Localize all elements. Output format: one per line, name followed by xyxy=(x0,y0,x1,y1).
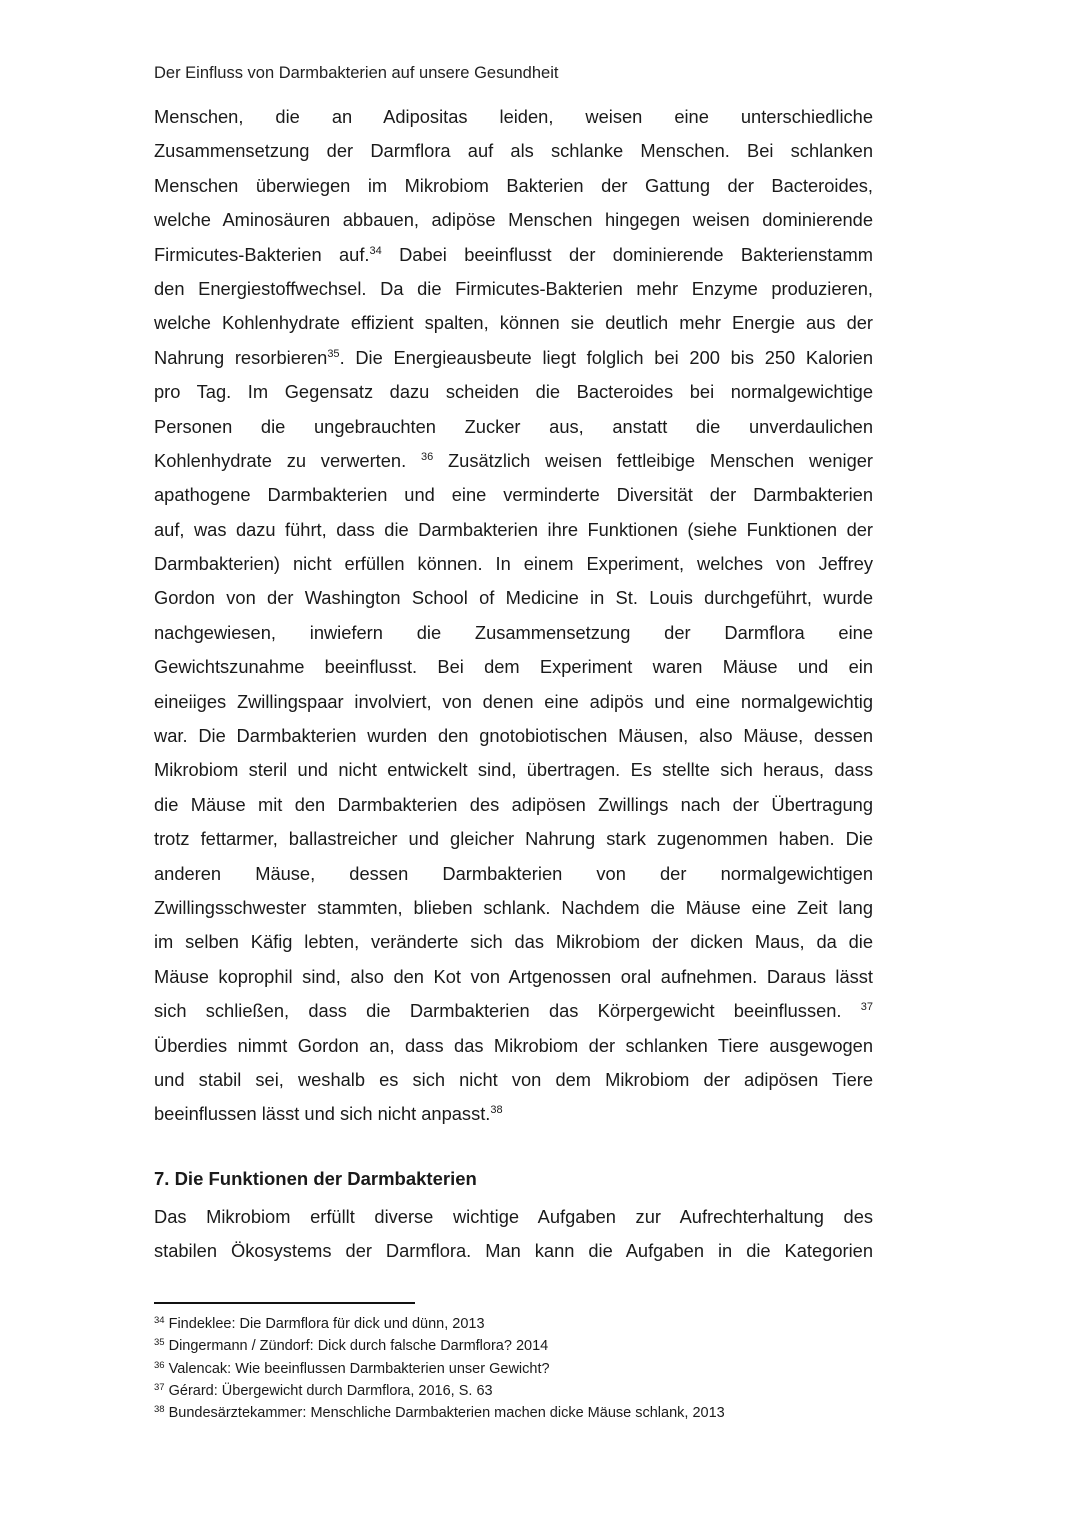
footnote-ref[interactable]: 35 xyxy=(327,347,340,360)
text-span: Dabei beeinflusst der dominierende Bakterienstamm xyxy=(381,243,873,265)
text-span: trotz fettarmer, ballastreicher und gleicher Nahrung stark zugenommen haben. Die xyxy=(154,828,873,850)
text-span: . Die Energieausbeute liegt folglich bei 200 bis 250 Kalorien xyxy=(339,346,873,368)
footnote xyxy=(154,1380,725,1402)
text-span: die Mäuse mit den Darmbakterien des adipösen Zwillings nach der Übertragung xyxy=(154,793,873,815)
footnote xyxy=(154,1402,725,1424)
footnote-number: 37 xyxy=(154,1381,165,1393)
text-span: Mäuse koprophil sind, also den Kot von Artgenossen oral aufnehmen. Daraus lässt xyxy=(154,965,873,987)
text-span: Personen die ungebrauchten Zucker aus, anstatt die unverdaulichen xyxy=(154,415,873,437)
text-span: anderen Mäuse, dessen Darmbakterien von der normalgewichtigen xyxy=(154,862,873,884)
text-line xyxy=(154,306,873,340)
footnote-number: 38 xyxy=(154,1404,165,1416)
text-line xyxy=(154,822,873,856)
text-line xyxy=(154,478,873,512)
text-line xyxy=(154,891,873,925)
text-span: beeinflussen lässt und sich nicht anpasst. xyxy=(154,1103,491,1125)
footnote-text: Bundesärztekammer: Menschliche Darmbakterien machen dicke Mäuse schlank, 2013 xyxy=(164,1405,725,1422)
text-span: auf, was dazu führt, dass die Darmbakterien ihre Funktionen (siehe Funktionen der xyxy=(154,518,873,540)
footnote-text: Valencak: Wie beeinflussen Darmbakterien unser Gewicht? xyxy=(164,1360,550,1377)
text-line xyxy=(154,238,873,272)
footnotes xyxy=(154,1313,725,1424)
text-span: Mikrobiom steril und nicht entwickelt sind, übertragen. Es stellte sich heraus, dass xyxy=(154,759,873,781)
text-span: welche Aminosäuren abbauen, adipöse Menschen hingegen weisen dominierende xyxy=(154,209,873,231)
text-span: eineiiges Zwillingspaar involviert, von denen eine adipös und eine normalgewichtig xyxy=(154,690,873,712)
text-span: Zwillingsschwester stammten, blieben schlank. Nachdem die Mäuse eine Zeit lang xyxy=(154,896,873,918)
text-span: Kohlenhydrate zu verwerten. xyxy=(154,449,421,471)
text-line xyxy=(154,1200,873,1234)
text-line xyxy=(154,513,873,547)
footnote xyxy=(154,1358,725,1380)
footnote xyxy=(154,1335,725,1357)
text-span: sich schließen, dass die Darmbakterien das Körpergewicht beeinflussen. xyxy=(154,1000,861,1022)
text-span: Darmbakterien) nicht erfüllen können. In einem Experiment, welches von Jeffrey xyxy=(154,553,873,575)
text-line xyxy=(154,1029,873,1063)
text-line xyxy=(154,375,873,409)
text-line xyxy=(154,203,873,237)
footnote-number: 36 xyxy=(154,1359,165,1371)
body-paragraph xyxy=(154,100,873,1132)
text-span: Gewichtszunahme beeinflusst. Bei dem Experiment waren Mäuse und ein xyxy=(154,656,873,678)
text-line xyxy=(154,410,873,444)
text-span: den Energiestoffwechsel. Da die Firmicutes-Bakterien mehr Enzyme produzieren, xyxy=(154,277,873,299)
text-line xyxy=(154,925,873,959)
text-line xyxy=(154,272,873,306)
text-line xyxy=(154,857,873,891)
text-span: welche Kohlenhydrate effizient spalten, können sie deutlich mehr Energie aus der xyxy=(154,312,873,334)
text-line xyxy=(154,788,873,822)
footnote-text: Dingermann / Zündorf: Dick durch falsche Darmflora? 2014 xyxy=(164,1338,549,1355)
text-span: Zusätzlich weisen fettleibige Menschen weniger xyxy=(433,449,873,471)
text-span: im selben Käfig lebten, veränderte sich das Mikrobiom der dicken Maus, da die xyxy=(154,931,873,953)
text-line xyxy=(154,581,873,615)
text-line xyxy=(154,719,873,753)
text-span: Zusammensetzung der Darmflora auf als schlanke Menschen. Bei schlanken xyxy=(154,140,873,162)
text-span: und stabil sei, weshalb es sich nicht von dem Mikrobiom der adipösen Tiere xyxy=(154,1068,873,1090)
footnote-number: 34 xyxy=(154,1315,165,1326)
text-span: Überdies nimmt Gordon an, dass das Mikrobiom der schlanken Tiere ausgewogen xyxy=(154,1034,873,1056)
text-span: Nahrung resorbieren xyxy=(154,346,328,368)
footnote-ref[interactable]: 34 xyxy=(369,244,382,257)
text-span: war. Die Darmbakterien wurden den gnotobiotischen Mäusen, also Mäuse, dessen xyxy=(154,725,873,747)
footnote xyxy=(154,1313,725,1335)
text-span: stabilen Ökosystems der Darmflora. Man kann die Aufgaben in die Kategorien xyxy=(154,1240,873,1262)
text-line xyxy=(154,1063,873,1097)
text-span: Menschen, die an Adipositas leiden, weisen eine unterschiedliche xyxy=(154,106,873,127)
text-line xyxy=(154,685,873,719)
text-line xyxy=(154,169,873,203)
text-line xyxy=(154,994,873,1028)
text-line xyxy=(154,1234,873,1268)
text-span: Das Mikrobiom erfüllt diverse wichtige Aufgaben zur Aufrechterhaltung des xyxy=(154,1206,873,1227)
footnote-number: 35 xyxy=(154,1337,165,1349)
footnote-text: Gérard: Übergewicht durch Darmflora, 2016, S. 63 xyxy=(164,1382,493,1399)
body-paragraph xyxy=(154,1200,873,1269)
text-line xyxy=(154,341,873,375)
text-line xyxy=(154,134,873,168)
footnote-text: Findeklee: Die Darmflora für dick und dünn, 2013 xyxy=(164,1316,485,1332)
text-span: nachgewiesen, inwiefern die Zusammensetzung der Darmflora eine xyxy=(154,621,873,643)
text-line xyxy=(154,753,873,787)
running-header: Der Einfluss von Darmbakterien auf unsere Gesundheit xyxy=(154,64,559,82)
text-span: apathogene Darmbakterien und eine verminderte Diversität der Darmbakterien xyxy=(154,484,873,506)
text-line xyxy=(154,616,873,650)
text-line xyxy=(154,1097,873,1131)
text-line xyxy=(154,444,873,478)
text-line xyxy=(154,960,873,994)
section-heading: 7. Die Funktionen der Darmbakterien xyxy=(154,1168,477,1189)
text-span: Menschen überwiegen im Mikrobiom Bakterien der Gattung der Bacteroides, xyxy=(154,174,873,196)
text-span: Firmicutes-Bakterien auf. xyxy=(154,243,370,265)
footnote-ref[interactable]: 38 xyxy=(490,1104,503,1117)
text-span: pro Tag. Im Gegensatz dazu scheiden die Bacteroides bei normalgewichtige xyxy=(154,381,873,403)
text-span: Gordon von der Washington School of Medicine in St. Louis durchgeführt, wurde xyxy=(154,587,873,609)
text-line xyxy=(154,547,873,581)
text-line xyxy=(154,100,873,134)
text-line xyxy=(154,650,873,684)
footnote-ref[interactable]: 37 xyxy=(860,1001,873,1014)
footnote-ref[interactable]: 36 xyxy=(420,450,434,463)
footnote-separator xyxy=(154,1302,415,1304)
